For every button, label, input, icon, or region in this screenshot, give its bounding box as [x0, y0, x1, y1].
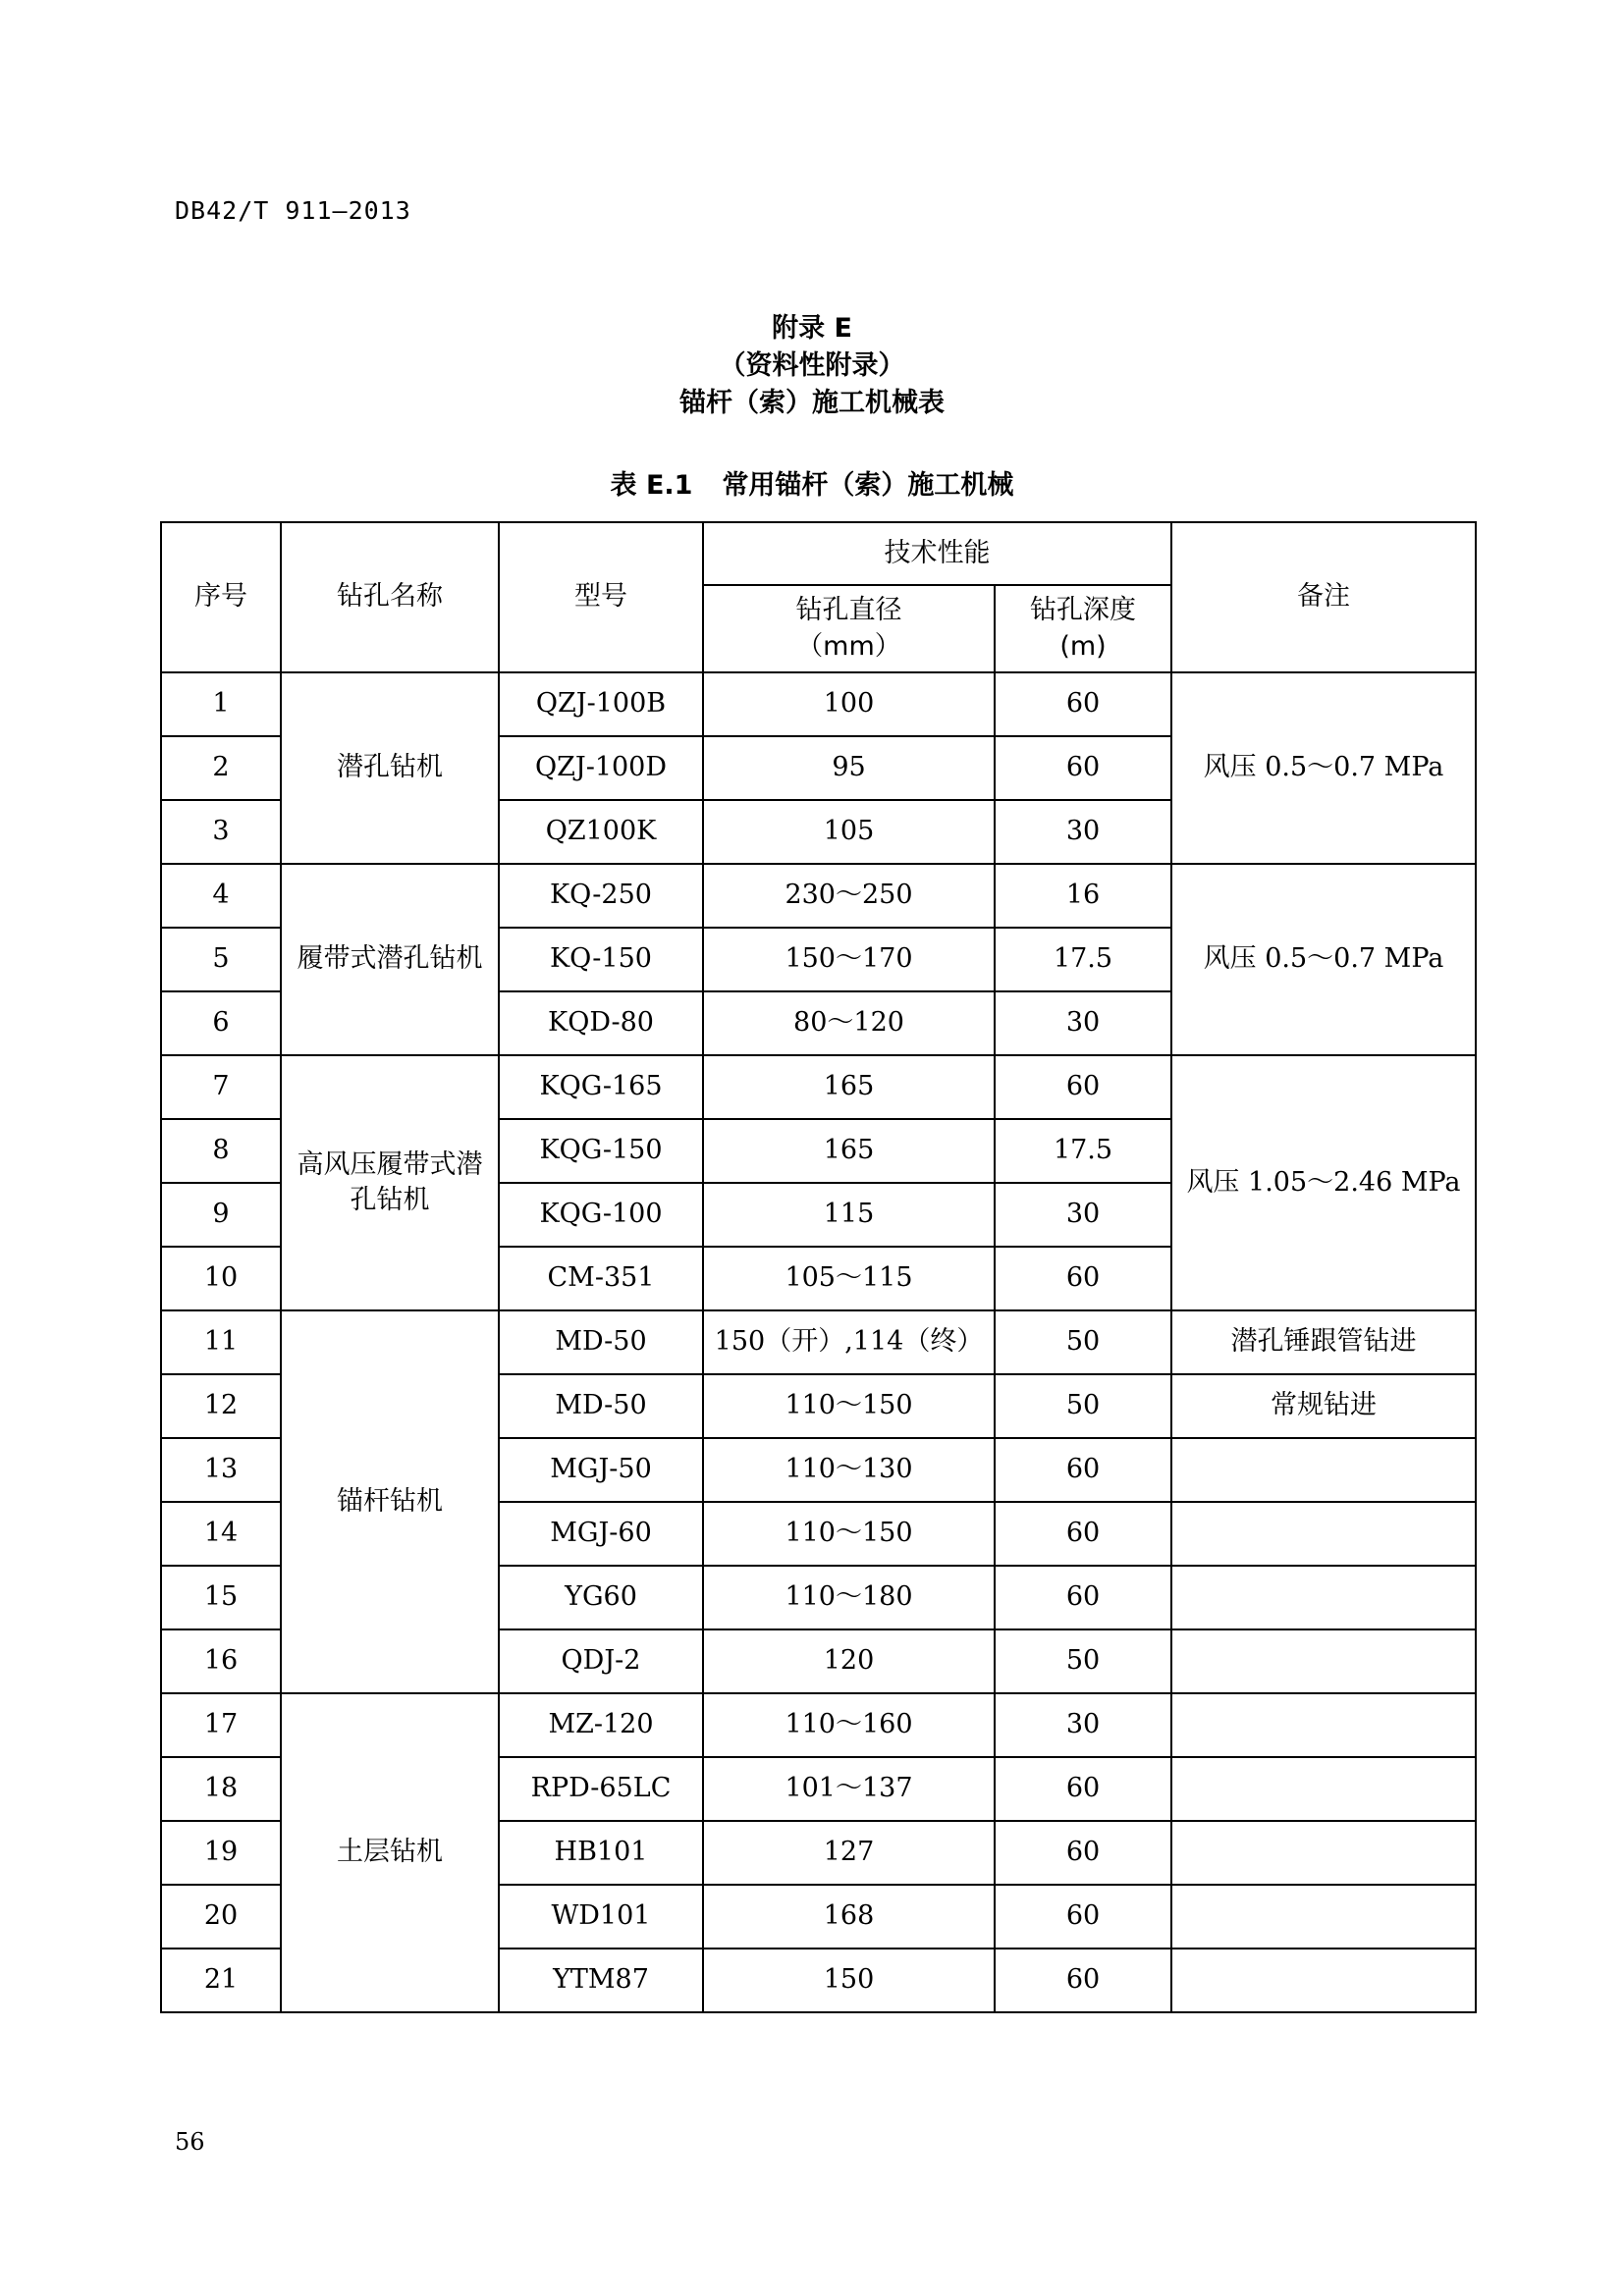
cell-diameter: 150～170	[703, 928, 995, 991]
cell-seq: 15	[161, 1566, 281, 1629]
cell-drill-name: 高风压履带式潜孔钻机	[281, 1055, 499, 1310]
cell-diameter: 101～137	[703, 1757, 995, 1821]
cell-seq: 3	[161, 800, 281, 864]
cell-depth: 17.5	[995, 1119, 1171, 1183]
header-seq: 序号	[161, 522, 281, 672]
cell-diameter: 95	[703, 736, 995, 800]
cell-model: MD-50	[499, 1374, 703, 1438]
cell-seq: 13	[161, 1438, 281, 1502]
cell-model: YTM87	[499, 1949, 703, 2012]
cell-diameter: 105～115	[703, 1247, 995, 1310]
cell-diameter: 110～150	[703, 1502, 995, 1566]
cell-seq: 21	[161, 1949, 281, 2012]
cell-model: MZ-120	[499, 1693, 703, 1757]
cell-depth: 16	[995, 864, 1171, 928]
cell-seq: 7	[161, 1055, 281, 1119]
appendix-name: 锚杆（索）施工机械表	[679, 388, 945, 418]
header-depth-unit: (m)	[1059, 630, 1107, 662]
cell-remark	[1171, 1629, 1476, 1693]
cell-model: HB101	[499, 1821, 703, 1885]
machinery-table	[160, 521, 1477, 2013]
cell-seq: 18	[161, 1757, 281, 1821]
cell-seq: 5	[161, 928, 281, 991]
cell-seq: 8	[161, 1119, 281, 1183]
cell-diameter: 115	[703, 1183, 995, 1247]
cell-remark: 风压 1.05～2.46 MPa	[1171, 1055, 1476, 1310]
cell-drill-name: 履带式潜孔钻机	[281, 864, 499, 1055]
cell-model: YG60	[499, 1566, 703, 1629]
header-name: 钻孔名称	[281, 522, 499, 672]
cell-seq: 11	[161, 1310, 281, 1374]
cell-model: MD-50	[499, 1310, 703, 1374]
cell-diameter: 168	[703, 1885, 995, 1949]
cell-model: KQG-150	[499, 1119, 703, 1183]
cell-remark	[1171, 1821, 1476, 1885]
cell-diameter: 150	[703, 1949, 995, 2012]
cell-depth: 60	[995, 1438, 1171, 1502]
cell-diameter: 110～180	[703, 1566, 995, 1629]
cell-model: QZJ-100B	[499, 672, 703, 736]
cell-remark	[1171, 1885, 1476, 1949]
cell-model: KQ-150	[499, 928, 703, 991]
header-remark: 备注	[1171, 522, 1476, 672]
page-number: 56	[175, 2128, 205, 2156]
table-row	[161, 672, 1476, 736]
cell-drill-name: 土层钻机	[281, 1693, 499, 2012]
cell-seq: 14	[161, 1502, 281, 1566]
cell-remark: 潜孔锤跟管钻进	[1171, 1310, 1476, 1374]
cell-seq: 1	[161, 672, 281, 736]
cell-model: KQG-100	[499, 1183, 703, 1247]
table-row	[161, 1693, 1476, 1757]
cell-seq: 4	[161, 864, 281, 928]
table-number: 表 E.1	[610, 470, 693, 501]
cell-depth: 60	[995, 1757, 1171, 1821]
header-diameter-label: 钻孔直径	[795, 595, 902, 626]
cell-diameter: 110～130	[703, 1438, 995, 1502]
cell-remark: 风压 0.5～0.7 MPa	[1171, 672, 1476, 864]
cell-diameter: 110～150	[703, 1374, 995, 1438]
table-caption	[0, 463, 1624, 502]
cell-model: KQD-80	[499, 991, 703, 1055]
header-depth-label: 钻孔深度	[1030, 595, 1136, 626]
cell-drill-name: 锚杆钻机	[281, 1310, 499, 1693]
cell-remark	[1171, 1438, 1476, 1502]
cell-model: QZJ-100D	[499, 736, 703, 800]
header-model: 型号	[499, 522, 703, 672]
cell-diameter: 120	[703, 1629, 995, 1693]
cell-diameter: 230～250	[703, 864, 995, 928]
table-row	[161, 864, 1476, 928]
cell-seq: 19	[161, 1821, 281, 1885]
cell-seq: 9	[161, 1183, 281, 1247]
cell-depth: 60	[995, 1949, 1171, 2012]
cell-depth: 60	[995, 1821, 1171, 1885]
cell-diameter: 127	[703, 1821, 995, 1885]
appendix-title: 附录 E	[772, 313, 852, 344]
cell-depth: 60	[995, 1885, 1171, 1949]
cell-seq: 20	[161, 1885, 281, 1949]
cell-depth: 60	[995, 736, 1171, 800]
cell-depth: 30	[995, 800, 1171, 864]
header-performance: 技术性能	[703, 522, 1171, 585]
cell-remark	[1171, 1949, 1476, 2012]
cell-depth: 30	[995, 1183, 1171, 1247]
cell-model: KQ-250	[499, 864, 703, 928]
cell-seq: 17	[161, 1693, 281, 1757]
cell-diameter: 80～120	[703, 991, 995, 1055]
cell-seq: 6	[161, 991, 281, 1055]
cell-remark	[1171, 1757, 1476, 1821]
cell-diameter: 110～160	[703, 1693, 995, 1757]
cell-model: MGJ-60	[499, 1502, 703, 1566]
cell-remark	[1171, 1502, 1476, 1566]
cell-diameter: 165	[703, 1119, 995, 1183]
cell-remark: 风压 0.5～0.7 MPa	[1171, 864, 1476, 1055]
table-body	[161, 672, 1476, 2012]
cell-model: MGJ-50	[499, 1438, 703, 1502]
cell-depth: 17.5	[995, 928, 1171, 991]
cell-model: QZ100K	[499, 800, 703, 864]
header-diameter	[703, 585, 995, 672]
document-id: DB42/T 911—2013	[175, 196, 411, 225]
cell-model: KQG-165	[499, 1055, 703, 1119]
cell-model: RPD-65LC	[499, 1757, 703, 1821]
cell-depth: 60	[995, 1247, 1171, 1310]
cell-model: QDJ-2	[499, 1629, 703, 1693]
cell-depth: 30	[995, 991, 1171, 1055]
cell-remark	[1171, 1693, 1476, 1757]
cell-depth: 60	[995, 672, 1171, 736]
header-diameter-unit: （mm）	[796, 630, 901, 662]
cell-seq: 12	[161, 1374, 281, 1438]
cell-seq: 16	[161, 1629, 281, 1693]
cell-depth: 50	[995, 1310, 1171, 1374]
cell-seq: 2	[161, 736, 281, 800]
cell-drill-name: 潜孔钻机	[281, 672, 499, 864]
header-depth	[995, 585, 1171, 672]
table-row	[161, 1055, 1476, 1119]
cell-seq: 10	[161, 1247, 281, 1310]
cell-model: WD101	[499, 1885, 703, 1949]
cell-depth: 50	[995, 1374, 1171, 1438]
table-row	[161, 1310, 1476, 1374]
cell-remark: 常规钻进	[1171, 1374, 1476, 1438]
cell-diameter: 105	[703, 800, 995, 864]
cell-depth: 60	[995, 1502, 1171, 1566]
cell-depth: 30	[995, 1693, 1171, 1757]
cell-depth: 50	[995, 1629, 1171, 1693]
cell-depth: 60	[995, 1055, 1171, 1119]
cell-remark	[1171, 1566, 1476, 1629]
cell-diameter: 100	[703, 672, 995, 736]
cell-diameter: 165	[703, 1055, 995, 1119]
table-title: 常用锚杆（索）施工机械	[722, 470, 1014, 501]
cell-model: CM-351	[499, 1247, 703, 1310]
cell-diameter: 150（开）,114（终）	[703, 1310, 995, 1374]
cell-depth: 60	[995, 1566, 1171, 1629]
appendix-type: （资料性附录）	[719, 350, 905, 381]
